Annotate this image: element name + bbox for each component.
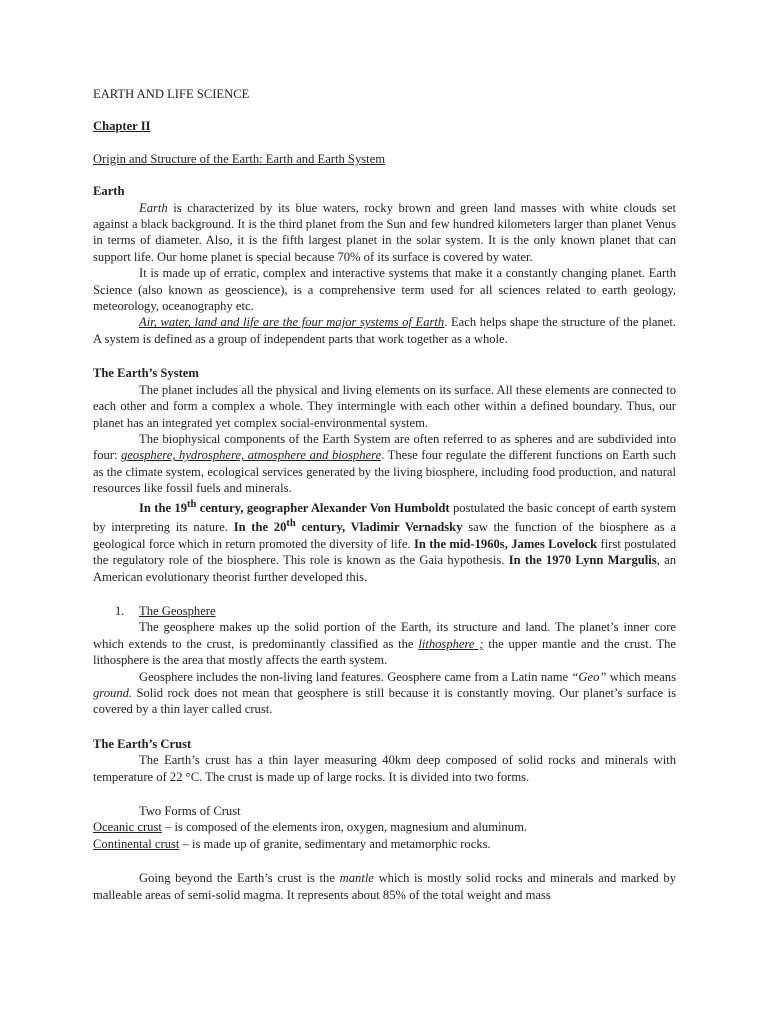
earth-p1-text: is characterized by its blue waters, rocky brown and green land masses with white clouds set against a black background. It is the third planet from the Sun and few hundred kilometers larger than planet Venus in terms of diameter. Also, it is the fifth largest planet in the solar system. It is the only known planet that can support life. Our home planet is special because 70% of its surface is covered by water.	[93, 200, 676, 264]
mantle-text-b: which is mostly solid rocks and minerals and marked by malleable areas of semi-solid magma. It represents about 85% of the total weight and mass	[93, 871, 677, 902]
oceanic-crust-line	[93, 819, 676, 835]
vernadsky-bold	[234, 520, 463, 534]
geosphere-p2-text-b: which means	[606, 669, 676, 684]
geosphere-p2-text-c: Solid rock does not mean that geosphere is still because it is constantly moving. Our planet’s surface is covered by a thin layer called crust.	[93, 685, 676, 717]
superscript-th-1: th	[187, 498, 197, 510]
system-paragraph-1: The planet includes all the physical and living elements on its surface. All these elements are connected to each other and form a complex a whole. They intermingle with each other within a defined boundary. Thus, our planet has an integrated yet complex social-environmental system.	[93, 382, 676, 430]
vernadsky-bold-b: century, Vladimir Vernadsky	[295, 520, 463, 535]
ground-emphasis: ground.	[93, 685, 133, 700]
document-title: EARTH AND LIFE SCIENCE	[93, 87, 250, 101]
oceanic-crust-label: Oceanic crust	[93, 820, 162, 835]
crust-paragraph-1: The Earth’s crust has a thin layer measuring 40km deep composed of solid rocks and minerals with temperature of 22 °C. The crust is made up of large rocks. It is divided into two forms.	[93, 753, 676, 784]
topic-label: Origin and Structure of the Earth: Earth and Earth System	[93, 151, 386, 166]
geo-emphasis: “Geo”	[571, 669, 607, 684]
system-p3-text-1: postulated the basic concept of earth system by interpreting its nature.	[93, 500, 677, 535]
lithosphere-emphasis: lithosphere ;	[418, 636, 484, 651]
geosphere-p1-text-a: The geosphere makes up the solid portion of the Earth, its structure and land. The planet’s inner core which extends to the crust, is predominantly classified as the	[93, 620, 676, 651]
system-p3-text-3: first postulated the regulatory role of the biosphere. This role is known as the Gaia hypothesis.	[93, 536, 676, 568]
system-paragraph-3	[93, 497, 676, 585]
system-p2-text-b: . These four regulate the different functions on Earth such as the climate system, ecological services generated by the living biosphere, including food production, and natural resources like fossil fuels and minerals.	[93, 448, 676, 496]
crust-heading: The Earth’s Crust	[93, 736, 192, 751]
four-systems-emphasis: Air, water, land and life are the four major systems of Earth	[139, 315, 445, 330]
continental-crust-text: – is made up of granite, sedimentary and metamorphic rocks.	[179, 836, 491, 851]
earth-paragraph-3	[93, 314, 676, 347]
geosphere-paragraph-1	[93, 619, 676, 668]
geosphere-heading: The Geosphere	[139, 603, 216, 618]
continental-crust-line	[93, 836, 676, 852]
humboldt-bold	[139, 498, 450, 515]
mantle-text-a: Going beyond the Earth’s crust is the	[139, 871, 340, 886]
system-heading: The Earth’s System	[93, 366, 199, 381]
geosphere-p2-text-a: Geosphere includes the non-living land features. Geosphere came from a Latin name	[139, 669, 572, 684]
humboldt-bold-a: In the 19	[139, 500, 188, 515]
list-number: 1.	[115, 603, 125, 618]
earth-emphasis: Earth	[139, 200, 168, 215]
system-p3-text-2: saw the function of the biosphere as a geological force which in return promoted the diversity of life.	[93, 520, 677, 551]
oceanic-crust-text: – is composed of the elements iron, oxygen, magnesium and aluminum.	[161, 820, 528, 835]
crust-forms-heading: Two Forms of Crust	[139, 804, 241, 818]
topic-heading	[93, 151, 676, 167]
margulis-bold: In the 1970 Lynn Margulis	[508, 553, 657, 568]
earth-heading: Earth	[93, 184, 125, 199]
mantle-paragraph	[93, 870, 676, 903]
system-p3-text-4: , an American evolutionary theorist further developed this.	[93, 553, 676, 584]
superscript-th-2: th	[286, 518, 296, 530]
document-page	[93, 86, 676, 903]
system-paragraph-2	[93, 431, 676, 497]
earth-p3-text: . Each helps shape the structure of the planet. A system is defined as a group of independent parts that work together as a whole.	[93, 315, 676, 346]
geosphere-paragraph-2	[93, 669, 676, 718]
continental-crust-label: Continental crust	[93, 836, 180, 851]
vernadsky-bold-a: In the 20	[233, 520, 287, 535]
geosphere-list-item	[93, 603, 676, 619]
geosphere-p1-text-b: the upper mantle and the crust. The lithosphere is the area that mostly affects the earth system.	[93, 636, 677, 668]
humboldt-bold-b: century, geographer Alexander Von Humboldt	[196, 500, 450, 515]
mantle-emphasis: mantle	[339, 871, 374, 886]
earth-paragraph-1	[93, 200, 676, 266]
spheres-emphasis: geosphere, hydrosphere, atmosphere and biosphere	[121, 448, 382, 463]
system-p2-text-a: The biophysical components of the Earth System are often referred to as spheres and are subdivided into four:	[93, 431, 676, 463]
chapter-label: Chapter II	[93, 119, 151, 134]
lovelock-bold: In the mid-1960s, James Lovelock	[413, 536, 598, 551]
earth-paragraph-2: It is made up of erratic, complex and interactive systems that make it a constantly changing planet. Earth Science (also known as geoscience), is a comprehensive term used for all sciences related to earth geology, meteorology, oceanography etc.	[93, 266, 676, 314]
chapter-heading	[93, 118, 676, 134]
